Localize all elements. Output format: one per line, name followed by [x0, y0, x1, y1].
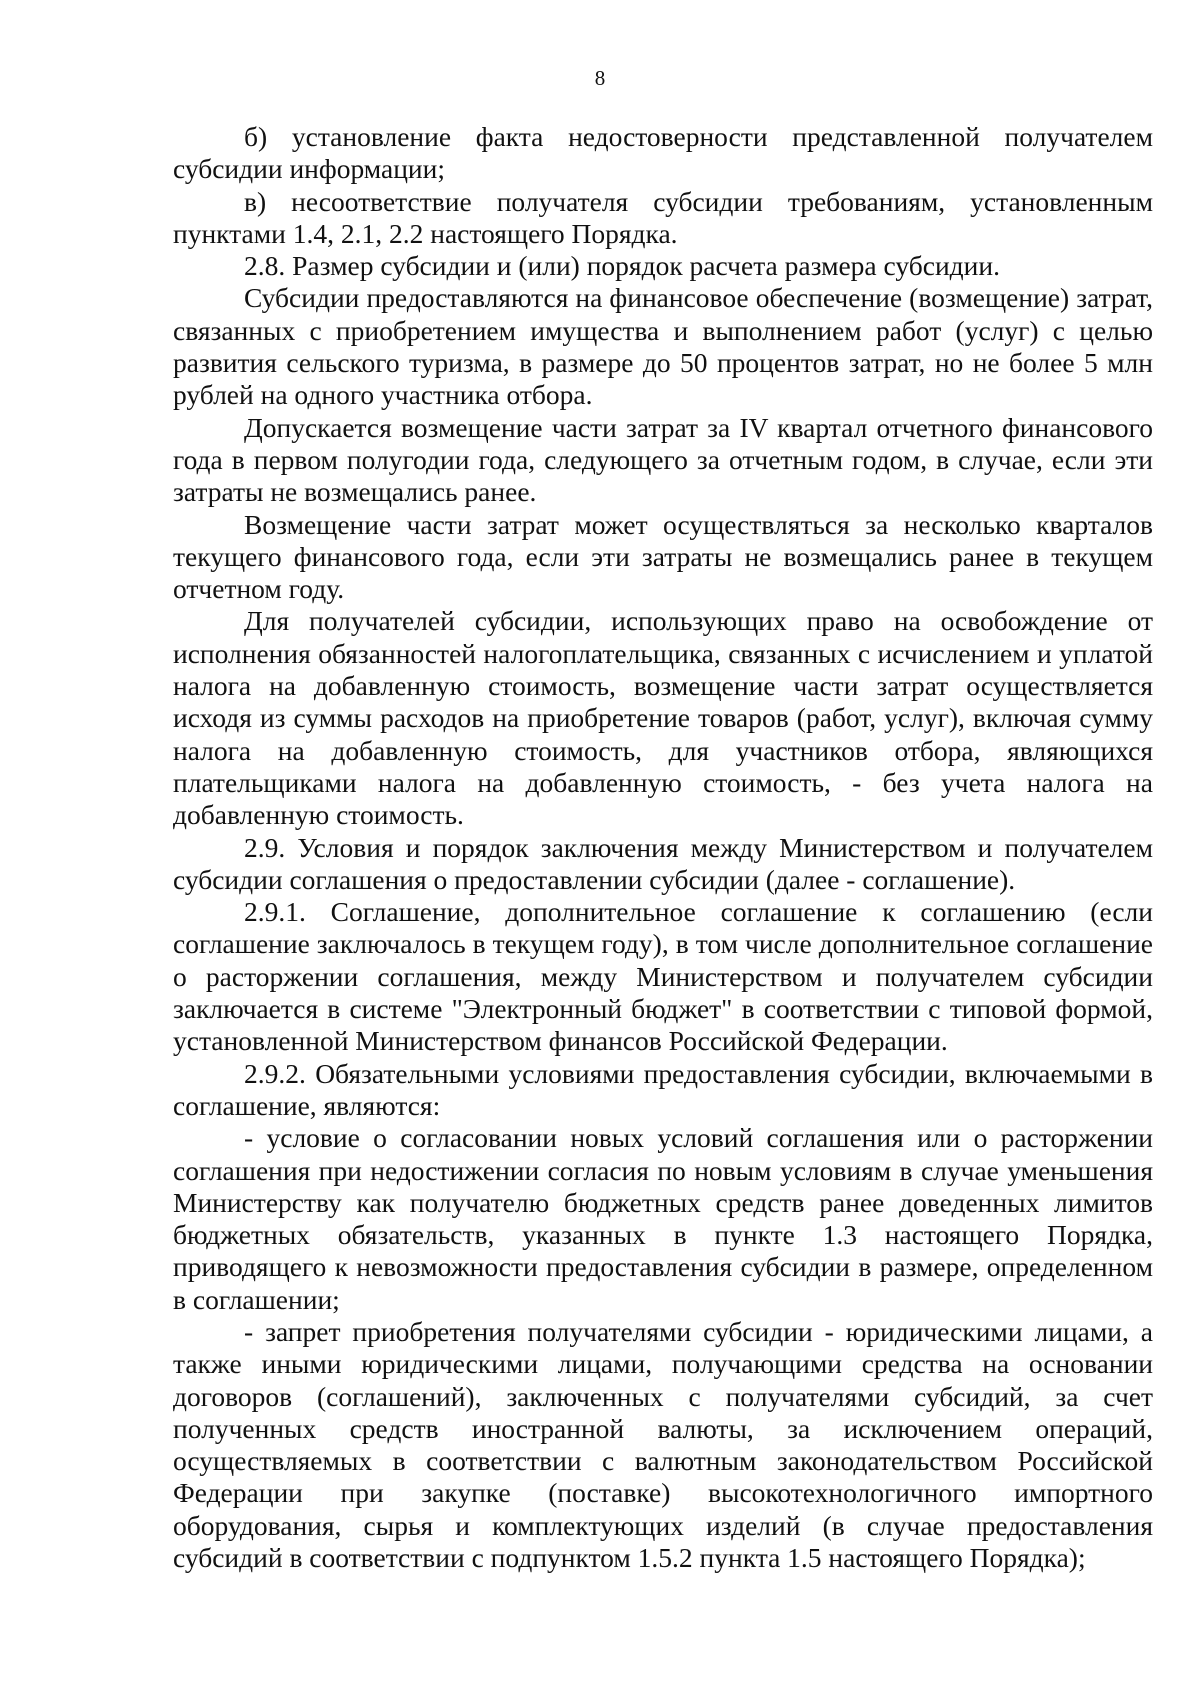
- paragraph-foreign-currency-ban: - запрет приобретения получателями субсидии - юридическими лицами, а также иными юридическими лицами, получающими средства на основании договоров (соглашений), заключенных с получателями субсидий, за счет полученных средств иностранной валюты, за исключением операций, осуществляемых в соответствии с валютным законодательством Российской Федерации при закупке (поставке) высокотехнологичного импортного оборудования, сырья и комплектующих изделий (в случае предоставления субсидий в соответствии с подпунктом 1.5.2 пункта 1.5 настоящего Порядка);: [173, 1315, 1153, 1574]
- paragraph-condition-renegotiation: - условие о согласовании новых условий соглашения или о расторжении соглашения при недостижении согласия по новым условиям в случае уменьшения Министерству как получателю бюджетных средств ранее доведенных лимитов бюджетных обязательств, указанных в пункте 1.3 настоящего Порядка, приводящего к невозможности предоставления субсидии в размере, определенном в соглашении;: [173, 1122, 1153, 1315]
- paragraph-vat-rules: Для получателей субсидии, использующих право на освобождение от исполнения обязанностей налогоплательщика, связанных с исчислением и уплатой налога на добавленную стоимость, возмещение части затрат осуществляется исходя из суммы расходов на приобретение товаров (работ, услуг), включая сумму налога на добавленную стоимость, для участников отбора, являющихся плательщиками налога на добавленную стоимость, - без учета налога на добавленную стоимость.: [173, 605, 1153, 831]
- paragraph-subsidy-purpose: Субсидии предоставляются на финансовое обеспечение (возмещение) затрат, связанных с приобретением имущества и выполнением работ (услуг) с целью развития сельского туризма, в размере до 50 процентов затрат, но не более 5 млн рублей на одного участника отбора.: [173, 282, 1153, 411]
- paragraph-2-8-heading: 2.8. Размер субсидии и (или) порядок расчета размера субсидии.: [244, 250, 1000, 282]
- page-number: 8: [594, 66, 606, 90]
- paragraph-subpoint-v: в) несоответствие получателя субсидии требованиям, установленным пунктами 1.4, 2.1, 2.2 настоящего Порядка.: [173, 185, 1153, 249]
- document-body: [173, 121, 1153, 1574]
- paragraph-2-9-heading: 2.9. Условия и порядок заключения между Министерством и получателем субсидии соглашения о предоставлении субсидии (далее - соглашение).: [173, 831, 1153, 895]
- paragraph-subpoint-b: б) установление факта недостоверности представленной получателем субсидии информации;: [173, 121, 1153, 185]
- paragraph-quarterly-reimbursement: Возмещение части затрат может осуществляться за несколько кварталов текущего финансового года, если эти затраты не возмещались ранее в текущем отчетном году.: [173, 508, 1153, 605]
- paragraph-2-9-2: 2.9.2. Обязательными условиями предоставления субсидии, включаемыми в соглашение, являются:: [173, 1057, 1153, 1121]
- paragraph-q4-reimbursement: Допускается возмещение части затрат за IV квартал отчетного финансового года в первом полугодии года, следующего за отчетным годом, в случае, если эти затраты не возмещались ранее.: [173, 411, 1153, 508]
- paragraph-2-9-1: 2.9.1. Соглашение, дополнительное соглашение к соглашению (если соглашение заключалось в текущем году), в том числе дополнительное соглашение о расторжении соглашения, между Министерством и получателем субсидии заключается в системе "Электронный бюджет" в соответствии с типовой формой, установленной Министерством финансов Российской Федерации.: [173, 896, 1153, 1057]
